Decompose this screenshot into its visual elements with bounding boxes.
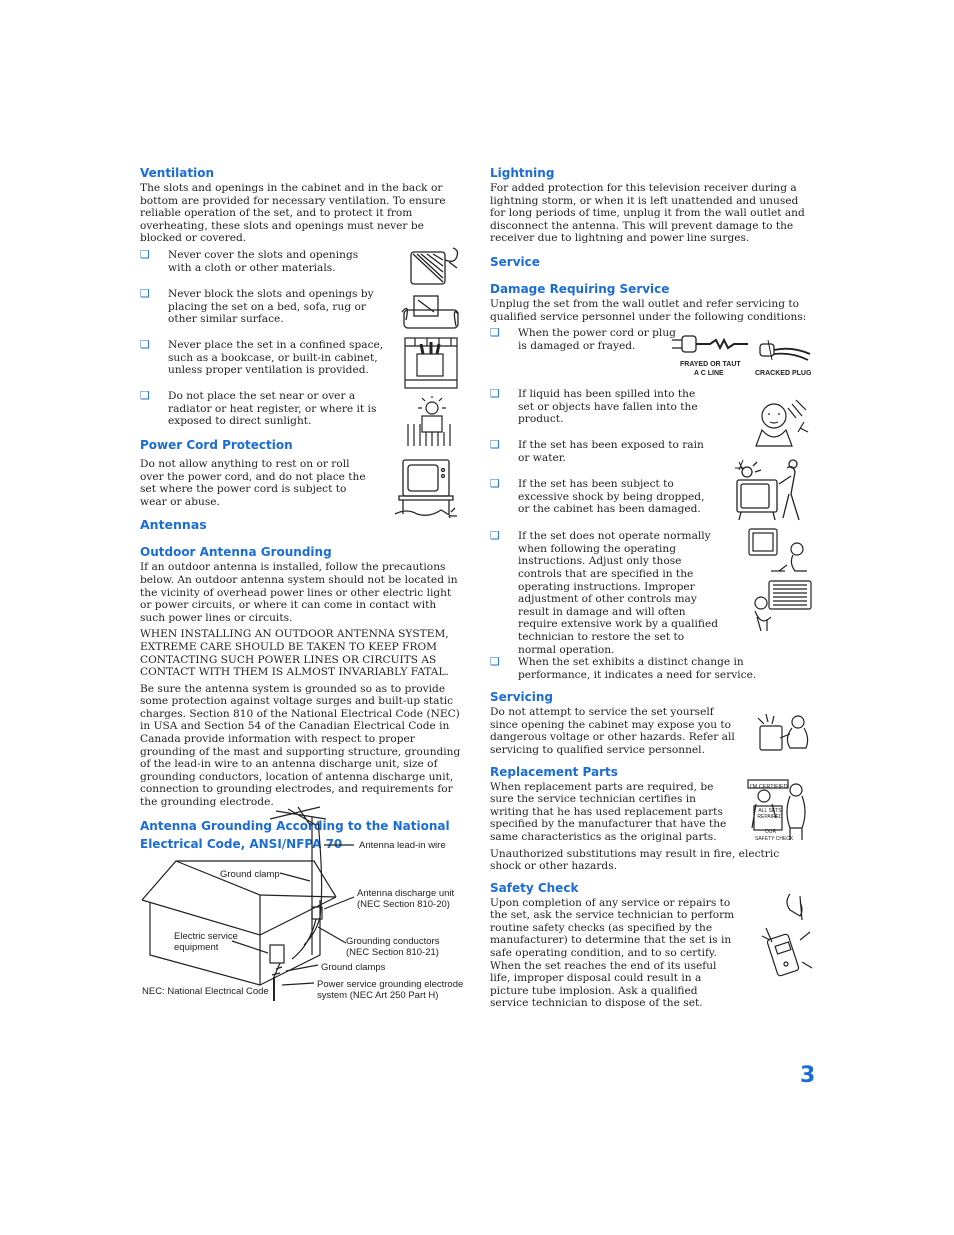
ventilation-item-text: Do not place the set near or over a radiator or heat register, or where it is exposed to direct sunlight. [168, 389, 377, 428]
bullet-icon: ❑ [490, 477, 500, 491]
label-frayed-line-1: FRAYED OR TAUT [680, 361, 741, 368]
bullet-icon: ❑ [140, 337, 150, 351]
damage-heading: Damage Requiring Service [490, 281, 670, 296]
label-electrode-line-2: system (NEC Art 250 Part H) [317, 990, 439, 1001]
antenna-paragraph-1: If an outdoor antenna is installed, follow the precautions below. An outdoor antenna system should not be located in the vicinity of overhead power lines or other electric light or power circuits, or where it can come in contact with such power lines or circuits. [140, 561, 458, 624]
replacement-text: When replacement parts are required, be sure the service technician certifies in writing that he has used replacement parts specified by the manufacturer that have the same characteristics as the original parts. [490, 780, 727, 843]
safety-check-illustration [760, 892, 814, 984]
sign-all-sets: ALL SETS REPAIRED [757, 808, 783, 820]
label-grounding-conductors [346, 936, 439, 958]
antenna-paragraph-2: WHEN INSTALLING AN OUTDOOR ANTENNA SYSTEM, EXTREME CARE SHOULD BE TAKEN TO KEEP FROM CONTACTING SUCH POWER LINES OR CIRCUITS AS CONTACT WITH THEM IS ALMOST INVARIABLY FATAL. [140, 628, 449, 679]
damage-item-4 [490, 478, 714, 530]
sign-our: OUR [765, 829, 777, 835]
replacement-heading: Replacement Parts [490, 764, 618, 779]
malfunction-illustrations [745, 527, 815, 631]
label-electrode-line-1: Power service grounding electrode [317, 979, 464, 990]
damage-item-text: If the set does not operate normally when following the operating instructions. Adjust only those controls that are specified in the operating instructions. Improper adjustment of other controls may result in damage and will often require extensive work by a qualified technician to restore the set to normal operation. [518, 530, 718, 656]
damage-item-6 [490, 656, 813, 684]
label-electric-service [174, 931, 238, 953]
nec-heading-line-1: Antenna Grounding According to the National [140, 818, 450, 833]
ventilation-item-text: Never place the set in a confined space, such as a bookcase, or built-in cabinet, unless proper ventilation is provided. [168, 338, 384, 377]
bullet-icon: ❑ [140, 286, 150, 300]
label-nec: NEC: National Electrical Code [142, 986, 269, 997]
lightning-heading: Lightning [490, 166, 555, 180]
label-electrode-system [317, 979, 463, 1001]
antennas-heading: Antennas [140, 517, 207, 533]
lightning-text: For added protection for this television receiver during a lightning storm, or when it is left unattended and unused for long periods of time, unplug it from the wall outlet and disconnect the antenna. This will prevent damage to the receiver due to lightning and power line surges. [490, 182, 805, 245]
tv-near-radiator-illustration [404, 396, 456, 448]
label-discharge-unit [357, 888, 454, 910]
ventilation-heading: Ventilation [140, 166, 215, 180]
ventilation-item-text: Never cover the slots and openings with a cloth or other materials. [168, 248, 359, 274]
damage-item-text: If liquid has been spilled into the set or objects have fallen into the product. [518, 388, 698, 426]
damage-item-3 [490, 439, 708, 478]
servicing-text: Do not attempt to service the set yourself since opening the cabinet may expose you to dangerous voltage or other hazards. Refer all servicing to qualified service personnel. [490, 706, 735, 756]
label-ground-clamps: Ground clamps [321, 962, 386, 973]
tv-on-cord-illustration [393, 458, 459, 518]
damage-item-text: If the set has been subject to excessive shock by being dropped, or the cabinet has been damaged. [518, 478, 705, 516]
tv-on-bed-illustration [400, 290, 462, 332]
ventilation-item-text: Never block the slots and openings by placing the set on a bed, sofa, rug or other similar surface. [168, 287, 374, 326]
damage-intro: Unplug the set from the wall outlet and refer servicing to qualified service personnel under the following conditions: [490, 297, 807, 323]
sign-safety-check: SAFETY CHECK [755, 836, 794, 842]
servicing-illustration [754, 712, 812, 758]
ventilation-intro: The slots and openings in the cabinet and in the back or bottom are provided for necessary ventilation. To ensure reliable operation of the set, and to protect it from overheating, these slots and openings must never be blocked or covered. [140, 182, 446, 245]
safety-check-text: Upon completion of any service or repairs to the set, ask the service technician to perform routine safety checks (as specified by the manufacturer) to determine that the set is in safe operating condition, and to so certify. When the set reaches the end of its useful life, improper disposal could result in a picture tube implosion. Ask a qualified service technician to dispose of the set. [490, 896, 735, 1010]
label-electric-line-2: equipment [174, 942, 219, 953]
service-heading: Service [490, 254, 540, 269]
damage-item-2 [490, 388, 708, 439]
bullet-icon: ❑ [140, 247, 150, 261]
tv-covered-cloth-illustration [405, 242, 463, 290]
servicing-heading: Servicing [490, 690, 553, 705]
bullet-icon: ❑ [490, 655, 500, 669]
label-discharge-line-2: (NEC Section 810-20) [357, 899, 450, 910]
bullet-icon: ❑ [140, 388, 150, 402]
safety-check-heading: Safety Check [490, 880, 579, 895]
ventilation-item-3 [140, 339, 388, 390]
power-cord-text: Do not allow anything to rest on or roll over the power cord, and do not place the set where the power cord is subject to wear or abuse. [140, 457, 366, 508]
label-cracked-plug: CRACKED PLUG [755, 370, 812, 377]
outdoor-antenna-heading: Outdoor Antenna Grounding [140, 545, 332, 560]
label-lead-in-wire: Antenna lead-in wire [359, 840, 446, 851]
bullet-icon: ❑ [490, 529, 500, 543]
damage-item-text: When the set exhibits a distinct change in performance, it indicates a need for service. [518, 656, 757, 681]
ventilation-item-1 [140, 249, 378, 288]
power-cord-heading: Power Cord Protection [140, 437, 293, 452]
bullet-icon: ❑ [490, 326, 500, 340]
label-conductors-line-2: (NEC Section 810-21) [346, 947, 439, 958]
bullet-icon: ❑ [490, 438, 500, 452]
label-electric-line-1: Electric service [174, 931, 238, 942]
damage-item-text: When the power cord or plug is damaged or frayed. [518, 327, 676, 352]
label-discharge-line-1: Antenna discharge unit [357, 888, 455, 899]
ventilation-item-4 [140, 390, 388, 436]
antenna-paragraph-3: Be sure the antenna system is grounded so as to provide some protection against voltage surges and built-up static charges. Section 810 of the National Electrical Code (NEC) in USA and Section 54 of the Canadian Electrical Code in Canada provide information with respect to proper grounding of the mast and supporting structure, grounding of the lead-in wire to an antenna discharge unit, size of grounding conductors, location of antenna discharge unit, connection to grounding electrodes, and requirements for the grounding electrode. [140, 682, 461, 809]
bullet-icon: ❑ [490, 387, 500, 401]
tv-in-bookcase-illustration [403, 336, 459, 390]
label-frayed-line-2: A C LINE [694, 370, 724, 377]
page-number: 3 [800, 1063, 816, 1088]
damage-item-5 [490, 530, 722, 656]
dropped-tv-illustration [733, 458, 813, 524]
sign-certified: I'M CERTIFIED [750, 784, 788, 790]
nec-heading-line-2: Electrical Code, ANSI/NFPA 70 [140, 836, 343, 851]
label-conductors-line-1: Grounding conductors [346, 936, 440, 947]
ventilation-item-2 [140, 288, 378, 339]
replacement-text-2: Unauthorized substitutions may result in fire, electric shock or other hazards. [490, 847, 780, 873]
label-ground-clamp: Ground clamp [220, 869, 280, 880]
spill-illustration [752, 398, 810, 450]
damage-item-1 [490, 327, 678, 388]
damage-item-text: If the set has been exposed to rain or water. [518, 439, 704, 464]
